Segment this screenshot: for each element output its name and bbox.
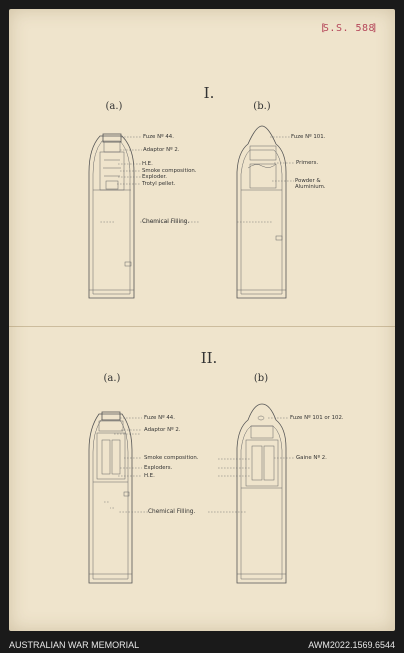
shell-2b-label: (b) xyxy=(253,373,269,384)
shell-2a-drawing xyxy=(89,412,246,583)
shell-2b-drawing xyxy=(218,404,294,583)
callout-2a-adaptor: Adaptor Nº 2. xyxy=(144,427,181,433)
callout-1a-exploder: Exploder. xyxy=(142,174,167,180)
shell-1a-drawing xyxy=(89,134,200,298)
callout-1a-he: H.E. xyxy=(142,161,153,167)
callout-2a-smoke: Smoke composition. xyxy=(144,455,199,461)
shell-1b-drawing xyxy=(237,126,295,298)
footer-accession: AWM2022.1569.6544 xyxy=(308,640,395,650)
callout-1-filling: Chemical Filling. xyxy=(142,219,190,225)
callout-2a-exploders: Exploders. xyxy=(144,465,173,471)
callout-1b-powder: Powder & xyxy=(295,178,321,184)
footer-credit: AUSTRALIAN WAR MEMORIAL xyxy=(9,640,140,650)
callout-2-filling: Chemical Filling. xyxy=(148,509,196,515)
callout-1a-adaptor: Adaptor Nº 2. xyxy=(143,147,180,153)
callout-2a-he: H.E. xyxy=(144,473,155,479)
callout-1b-fuze: Fuze Nº 101. xyxy=(291,134,326,140)
shell-1a-label: (a.) xyxy=(105,101,123,112)
callout-2a-fuze: Fuze Nº 44. xyxy=(144,415,175,421)
callout-1b-primers: Primers. xyxy=(296,160,319,166)
callout-1a-fuze: Fuze Nº 44. xyxy=(143,134,174,140)
callout-1b-aluminium: Aluminium. xyxy=(295,184,326,190)
callout-1a-trotyl: Trotyl pellet. xyxy=(142,181,176,187)
section-1-numeral: I. xyxy=(203,84,215,102)
callout-1a-smoke: Smoke composition. xyxy=(142,168,197,174)
section-2-numeral: II. xyxy=(200,349,218,367)
callout-2b-gaine: Gaine Nº 2. xyxy=(296,455,327,461)
shell-2a-label: (a.) xyxy=(103,373,121,384)
reference-stamp: [ S.S. 588 ] xyxy=(320,20,378,38)
callout-2b-fuze: Fuze Nº 101 or 102. xyxy=(290,415,344,421)
shell-1b-label: (b.) xyxy=(253,101,271,112)
